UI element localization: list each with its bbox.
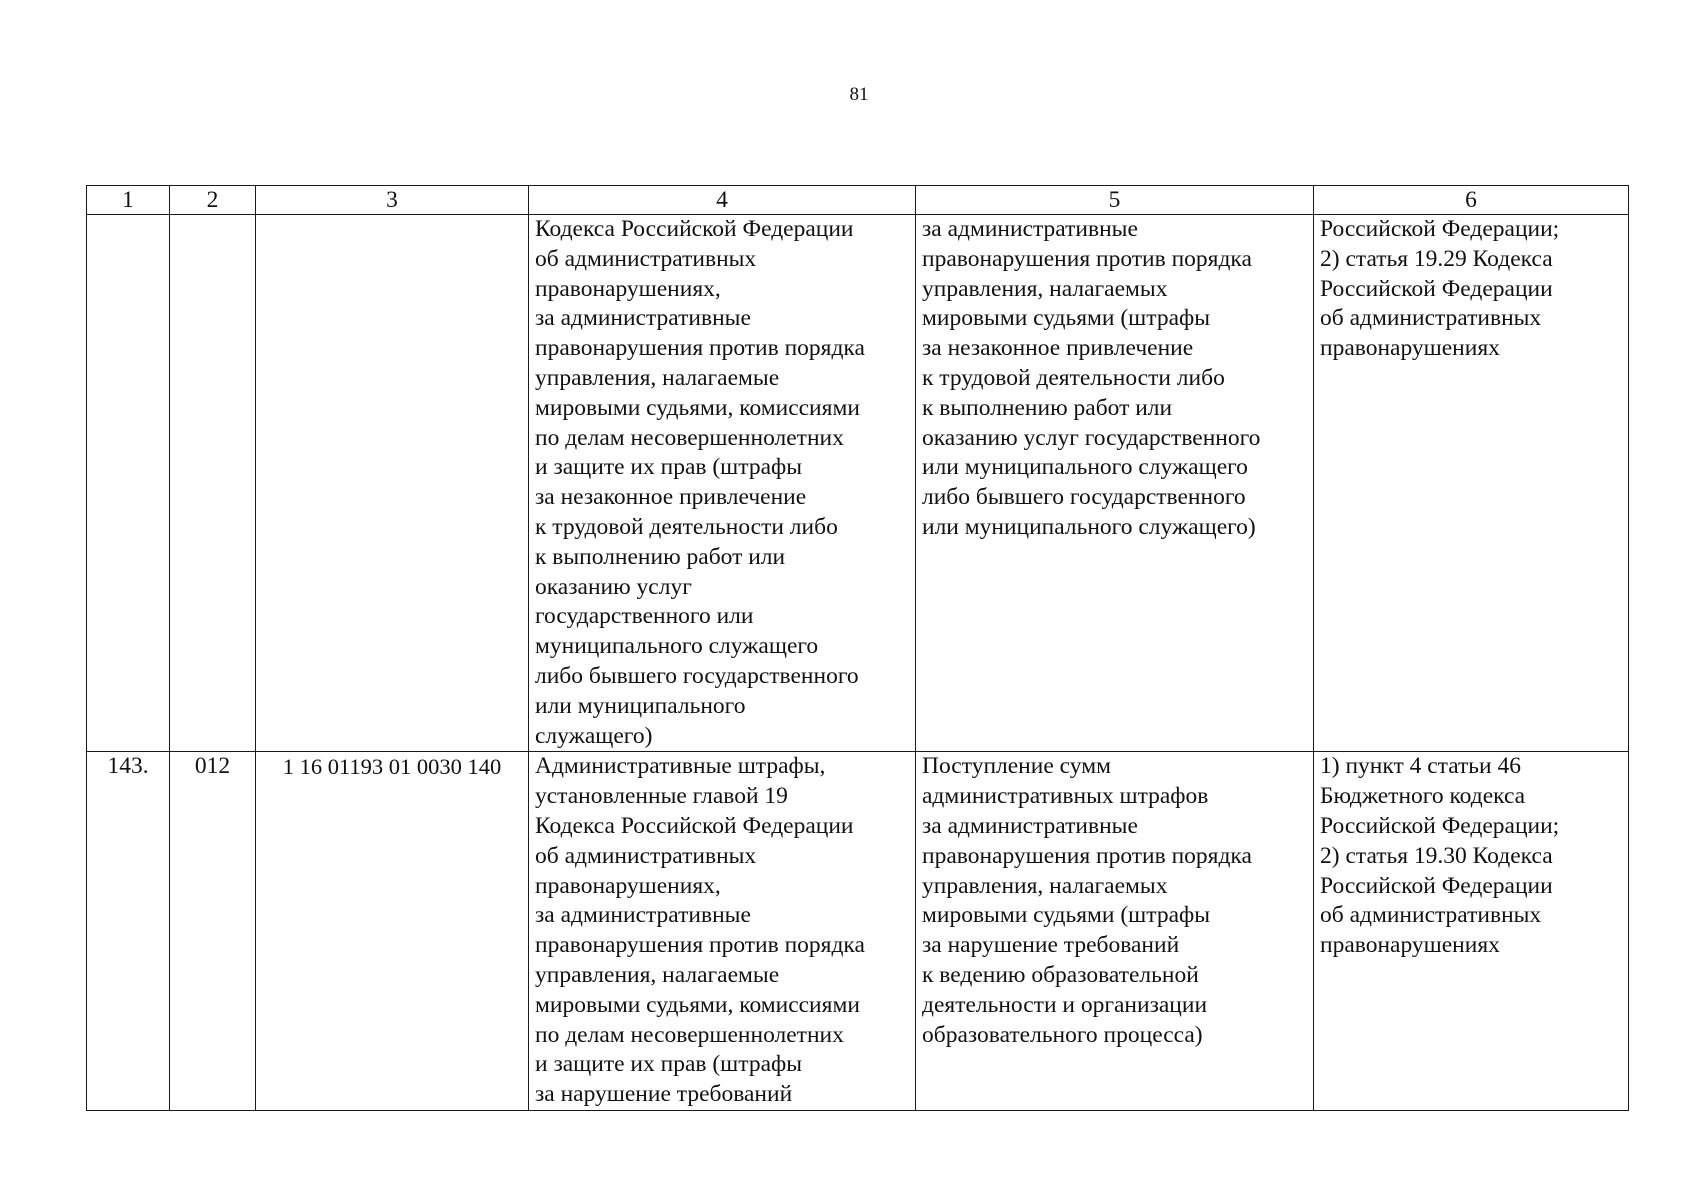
header-col-1: 1	[87, 186, 170, 215]
income-description-cell: за административные правонарушения против порядка управления, налагаемых мировыми судьями (штрафы за незаконное привлечение к трудовой деятельности либо к выполнению работ или оказанию услуг государственного или муниципального служащего либо бывшего государственного или муниципального служащего)	[916, 215, 1314, 752]
header-col-3: 3	[256, 186, 529, 215]
admin-code-cell: 012	[170, 752, 256, 1111]
table-header-row	[87, 186, 1629, 215]
header-col-5: 5	[916, 186, 1314, 215]
legal-basis-cell: Российской Федерации; 2) статья 19.29 Кодекса Российской Федерации об административных правонарушениях	[1314, 215, 1629, 752]
row-number-cell: 143.	[87, 752, 170, 1111]
income-name-cell: Административные штрафы, установленные главой 19 Кодекса Российской Федерации об административных правонарушениях, за административные правонарушения против порядка управления, налагаемые мировыми судьями, комиссиями по делам несовершеннолетних и защите их прав (штрафы за нарушение требований	[529, 752, 916, 1111]
budget-code-cell: 1 16 01193 01 0030 140	[256, 752, 529, 1111]
page-number: 81	[849, 84, 869, 105]
header-col-2: 2	[170, 186, 256, 215]
row-number-cell	[87, 215, 170, 752]
legal-basis-cell: 1) пункт 4 статьи 46 Бюджетного кодекса Российской Федерации; 2) статья 19.30 Кодекса Российской Федерации об административных правонарушениях	[1314, 752, 1629, 1111]
budget-code-cell	[256, 215, 529, 752]
table-row-143	[87, 752, 1629, 1111]
header-col-6: 6	[1314, 186, 1629, 215]
budget-classification-table	[86, 185, 1629, 1111]
income-name-cell: Кодекса Российской Федерации об административных правонарушениях, за административные правонарушения против порядка управления, налагаемые мировыми судьями, комиссиями по делам несовершеннолетних и защите их прав (штрафы за незаконное привлечение к трудовой деятельности либо к выполнению работ или оказанию услуг государственного или муниципального служащего либо бывшего государственного или муниципального служащего)	[529, 215, 916, 752]
table-row-continuation	[87, 215, 1629, 752]
income-description-cell: Поступление сумм административных штрафов за административные правонарушения против порядка управления, налагаемых мировыми судьями (штрафы за нарушение требований к ведению образовательной деятельности и организации образовательного процесса)	[916, 752, 1314, 1111]
header-col-4: 4	[529, 186, 916, 215]
admin-code-cell	[170, 215, 256, 752]
